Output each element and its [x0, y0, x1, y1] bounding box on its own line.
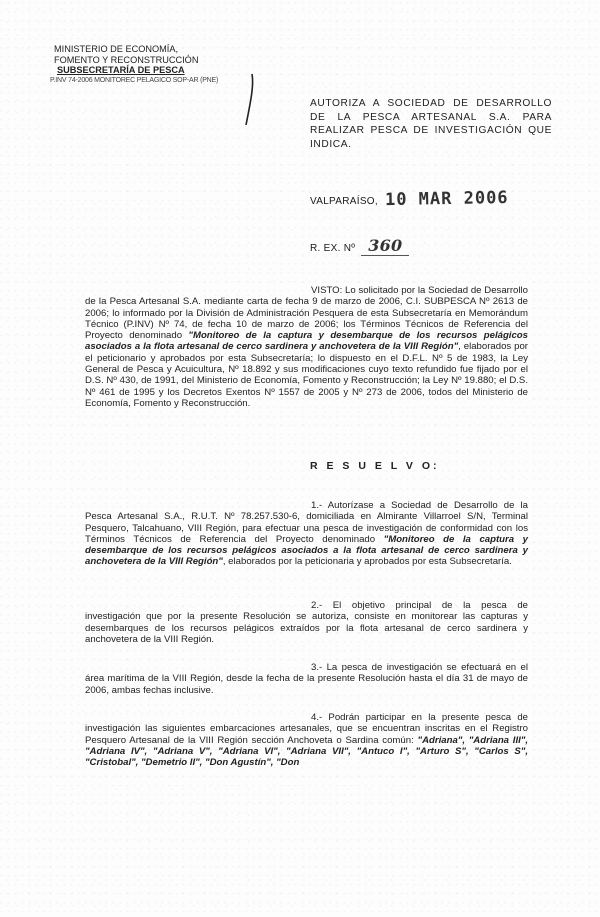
date-stamp: 10 MAR 2006 — [384, 187, 509, 211]
item-2-body: investigación que por la presente Resolución se autoriza, consiste en monitorear las capturas y desembarques de los recursos pelágicos extraídos por la flota artesanal de cerco sardinera y anchovetera de la VIII Región. — [85, 611, 528, 645]
item-4-boats: "Adriana", "Adriana III", "Adriana IV", "Adriana V", "Adriana VI", "Adriana VII", "Antuco I", "Arturo S", "Carlos S", "Cristobal", "Demetrio II", "Don Agustín", "Don — [85, 734, 528, 769]
resuelvo-heading: R E S U E L V O: — [310, 460, 440, 472]
ministry-line: MINISTERIO DE ECONOMÍA, — [54, 44, 179, 54]
city: VALPARAÍSO, — [310, 196, 378, 207]
visto-paragraph — [85, 285, 528, 409]
rex-label: R. EX. Nº — [310, 243, 356, 254]
visto-project: "Monitoreo de la captura y desembarque de los recursos pelágicos asociados a la flota artesanal de cerco sardinera y anchovetera de la VIII Región" — [85, 330, 529, 353]
item-1 — [85, 500, 528, 568]
item-1-project: "Monitoreo de la captura y desembarque de los recursos pelágicos asociados a la flota artesanal de cerco sardinera y anchovetera de la VIII Región" — [85, 533, 528, 568]
visto-body-2: , elaborados por el peticionario y aprobados por esta Subsecretaría; lo dispuesto en el D.F.L. Nº 5 de 1983, la Ley General de Pesca y Acuicultura, Nº 18.892 y sus modificaciones cuyo texto refundido fue fijado por el D.S. Nº 430, de 1991, del Ministerio de Economía, Fomento y Reconstrucción; la Ley Nº 19.880; el D.S. Nº 461 de 1995 y los Decretos Exentos Nº 1557 de 2005 y Nº 273 de 2006, todos del Ministerio de Economía, Fomento y Reconstrucción. — [85, 341, 528, 409]
rex-number: 360 — [361, 236, 409, 256]
fomento-line: FOMENTO Y RECONSTRUCCIÓN — [54, 54, 199, 65]
item-2 — [85, 600, 528, 645]
item-3 — [85, 662, 528, 696]
visto-body-1: Desarrollo de la Pesca Artesanal S.A. mediante carta de fecha 9 de marzo de 2006, C.I. SUBPESCA Nº 2613 de 2006; lo informado por la División de Administración Pesquera de esta Subsecretaría en Memorándum Técnico (P.INV) Nº 74, de fecha 10 de marzo de 2006; los Términos Técnicos de Referencia del Proyecto denominado — [85, 285, 528, 342]
resolution-number — [310, 236, 409, 256]
item-1-lead: 1.- Autorízase a Sociedad de Desarrollo de la — [311, 500, 528, 511]
handwritten-mark-icon — [238, 70, 258, 130]
item-3-body: el área marítima de la VIII Región, desde la fecha de la presente Resolución hasta el día 31 de mayo de 2006, ambas fechas inclusive. — [85, 662, 528, 696]
letterhead — [50, 44, 218, 86]
visto-lead: VISTO: Lo solicitado por la Sociedad de — [311, 285, 482, 296]
item-4-lead: 4.- Podrán participar en la presente pesca de — [311, 712, 528, 723]
subsecretaria-line: SUBSECRETARÍA DE PESCA — [57, 65, 185, 75]
item-1-body-b: , elaborados por la peticionaria y aprobados por esta Subsecretaría. — [222, 556, 512, 568]
document-title: AUTORIZA A SOCIEDAD DE DESARROLLO DE LA PESCA ARTESANAL S.A. PARA REALIZAR PESCA DE INVESTIGACIÓN QUE INDICA. — [310, 98, 552, 150]
item-4-body: investigación las siguientes embarcaciones artesanales, que se encuentran inscritas en el Registro Pesquero Artesanal de la VIII Región sección Anchoveta o Sardina común: — [85, 723, 528, 746]
reference-code: P.INV 74-2006 MONITOREC PELAGICO SOP-AR (PNE) — [50, 76, 219, 84]
item-2-lead: 2.- El objetivo principal de la pesca de — [311, 600, 528, 611]
item-3-lead: 3.- La pesca de investigación se efectuará en — [311, 662, 517, 673]
item-4 — [85, 712, 528, 768]
item-1-body-a: Pesca Artesanal S.A., R.U.T. Nº 78.257.530-6, domiciliada en Almirante Villarroel S/N, Terminal Pesquero, Talcahuano, VIII Región, para efectuar una pesca de investigación de conformidad con los Términos Técnicos de Referencia del Proyecto denominado — [85, 511, 528, 545]
place-date — [310, 189, 509, 209]
